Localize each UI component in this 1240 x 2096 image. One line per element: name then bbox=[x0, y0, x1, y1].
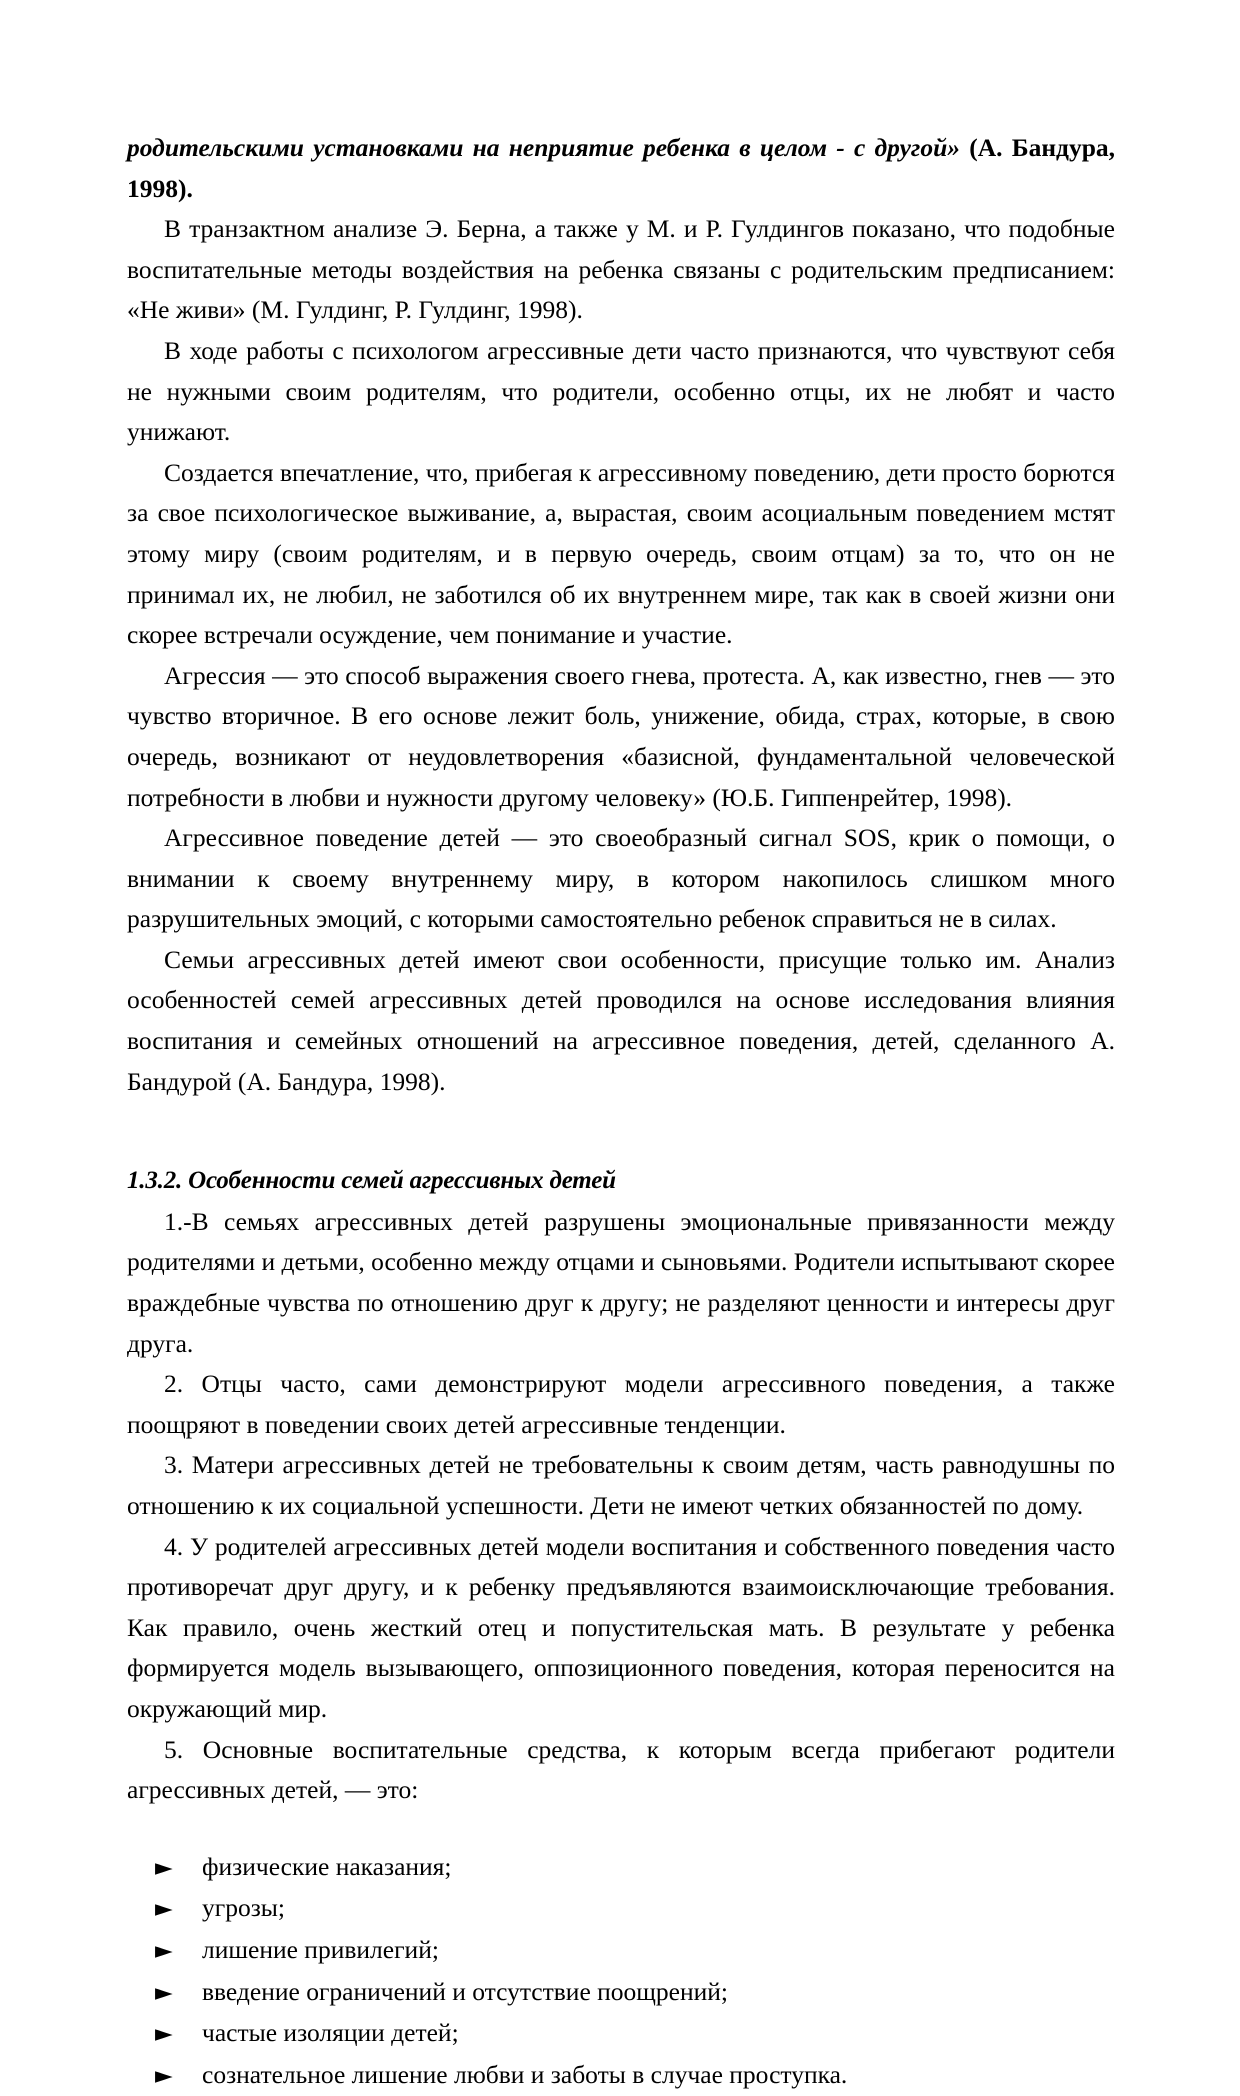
punishment-measures-list bbox=[127, 1847, 1115, 2096]
right-triangle-bullet-icon: ► bbox=[155, 2062, 173, 2089]
list-item bbox=[155, 2055, 1115, 2096]
list-item-label: угрозы; bbox=[202, 1893, 285, 1923]
list-item bbox=[155, 1972, 1115, 2014]
list-item-label: введение ограничений и отсутствие поощрений; bbox=[202, 1976, 729, 2006]
body-paragraph-1: В транзактном анализе Э. Берна, а также у М. и Р. Гулдингов показано, что подобные воспитательные методы воздействия на ребенка связаны с родительским предписанием: «Не живи» (М. Гулдинг, Р. Гулдинг, 1998). bbox=[127, 214, 1115, 325]
heading-spacer bbox=[127, 1102, 1115, 1161]
right-triangle-bullet-icon: ► bbox=[155, 1896, 173, 1923]
lead-italic-text: родительскими установками на неприятие ребенка в целом - с другой» bbox=[127, 133, 961, 162]
list-item bbox=[155, 1930, 1115, 1972]
list-item bbox=[155, 2013, 1115, 2055]
numbered-item-1: 1.-В семьях агрессивных детей разрушены эмоциональные привязанности между родителями и детьми, особенно между отцами и сыновьями. Родители испытывают скорее враждебные чувства по отношению друг к другу; не разделяют ценности и интересы друг друга. bbox=[127, 1206, 1115, 1358]
list-item-label: частые изоляции детей; bbox=[202, 2018, 459, 2048]
right-triangle-bullet-icon: ► bbox=[155, 2021, 173, 2048]
section-heading: 1.3.2. Особенности семей агрессивных детей bbox=[127, 1167, 616, 1195]
numbered-item-2: 2. Отцы часто, сами демонстрируют модели агрессивного поведения, а также поощряют в поведении своих детей агрессивные тенденции. bbox=[127, 1369, 1115, 1439]
body-paragraph-4: Агрессия — это способ выражения своего гнева, протеста. А, как известно, гнев — это чувство вторичное. В его основе лежит боль, унижение, обида, страх, которые, в свою очередь, возникают от неудовлетворения «базисной, фундаментальной человеческой потребности в любви и нужности другому человеку» (Ю.Б. Гиппенрейтер, 1998). bbox=[127, 660, 1115, 812]
numbered-item-4: 4. У родителей агрессивных детей модели воспитания и собственного поведения часто противоречат друг другу, и к ребенку предъявляются взаимоисключающие требования. Как правило, очень жесткий отец и попустительская мать. В результате у ребенка формируется модель вызывающего, оппозиционного поведения, которая переносится на окружающий мир. bbox=[127, 1531, 1115, 1723]
list-item bbox=[155, 1847, 1115, 1889]
numbered-item-5: 5. Основные воспитательные средства, к которым всегда прибегают родители агрессивных детей, — это: bbox=[127, 1734, 1115, 1805]
body-paragraph-2: В ходе работы с психологом агрессивные дети часто признаются, что чувствуют себя не нужными своим родителям, что родители, особенно отцы, их не любят и часто унижают. bbox=[127, 335, 1115, 447]
numbered-item-3: 3. Матери агрессивных детей не требовательны к своим детям, часть равнодушны по отношению к их социальной успешности. Дети не имеют четких обязанностей по дому. bbox=[127, 1450, 1115, 1520]
page-content bbox=[127, 128, 1115, 2096]
list-item-label: лишение привилегий; bbox=[202, 1934, 439, 1964]
right-triangle-bullet-icon: ► bbox=[155, 1979, 173, 2006]
list-spacer bbox=[127, 1811, 1115, 1847]
lead-paragraph bbox=[127, 128, 1115, 209]
lead-citation-text: (А. Бандура, 1998). bbox=[127, 133, 1115, 203]
list-item-label: сознательное лишение любви и заботы в случае проступка. bbox=[202, 2059, 848, 2089]
body-paragraph-3: Создается впечатление, что, прибегая к агрессивному поведению, дети просто борются за свое психологическое выживание, а, вырастая, своим асоциальным поведением мстят этому миру (своим родителям, и в первую очередь, своим отцам) за то, что он не принимал их, не любил, не заботился об их внутреннем мире, так как в своей жизни они скорее встречали осуждение, чем понимание и участие. bbox=[127, 457, 1115, 650]
list-item-label: физические наказания; bbox=[202, 1851, 452, 1881]
body-paragraph-6: Семьи агрессивных детей имеют свои особенности, присущие только им. Анализ особенностей семей агрессивных детей проводился на основе исследования влияния воспитания и семейных отношений на агрессивное поведения, детей, сделанного А. Бандурой (А. Бандура, 1998). bbox=[127, 944, 1115, 1096]
right-triangle-bullet-icon: ► bbox=[155, 1854, 173, 1881]
list-item bbox=[155, 1888, 1115, 1930]
body-paragraph-5: Агрессивное поведение детей — это своеобразный сигнал SOS, крик о помощи, о внимании к своему внутреннему миру, в котором накопилось слишком много разрушительных эмоций, с которыми самостоятельно ребенок справиться не в силах. bbox=[127, 823, 1115, 934]
right-triangle-bullet-icon: ► bbox=[155, 1937, 173, 1964]
